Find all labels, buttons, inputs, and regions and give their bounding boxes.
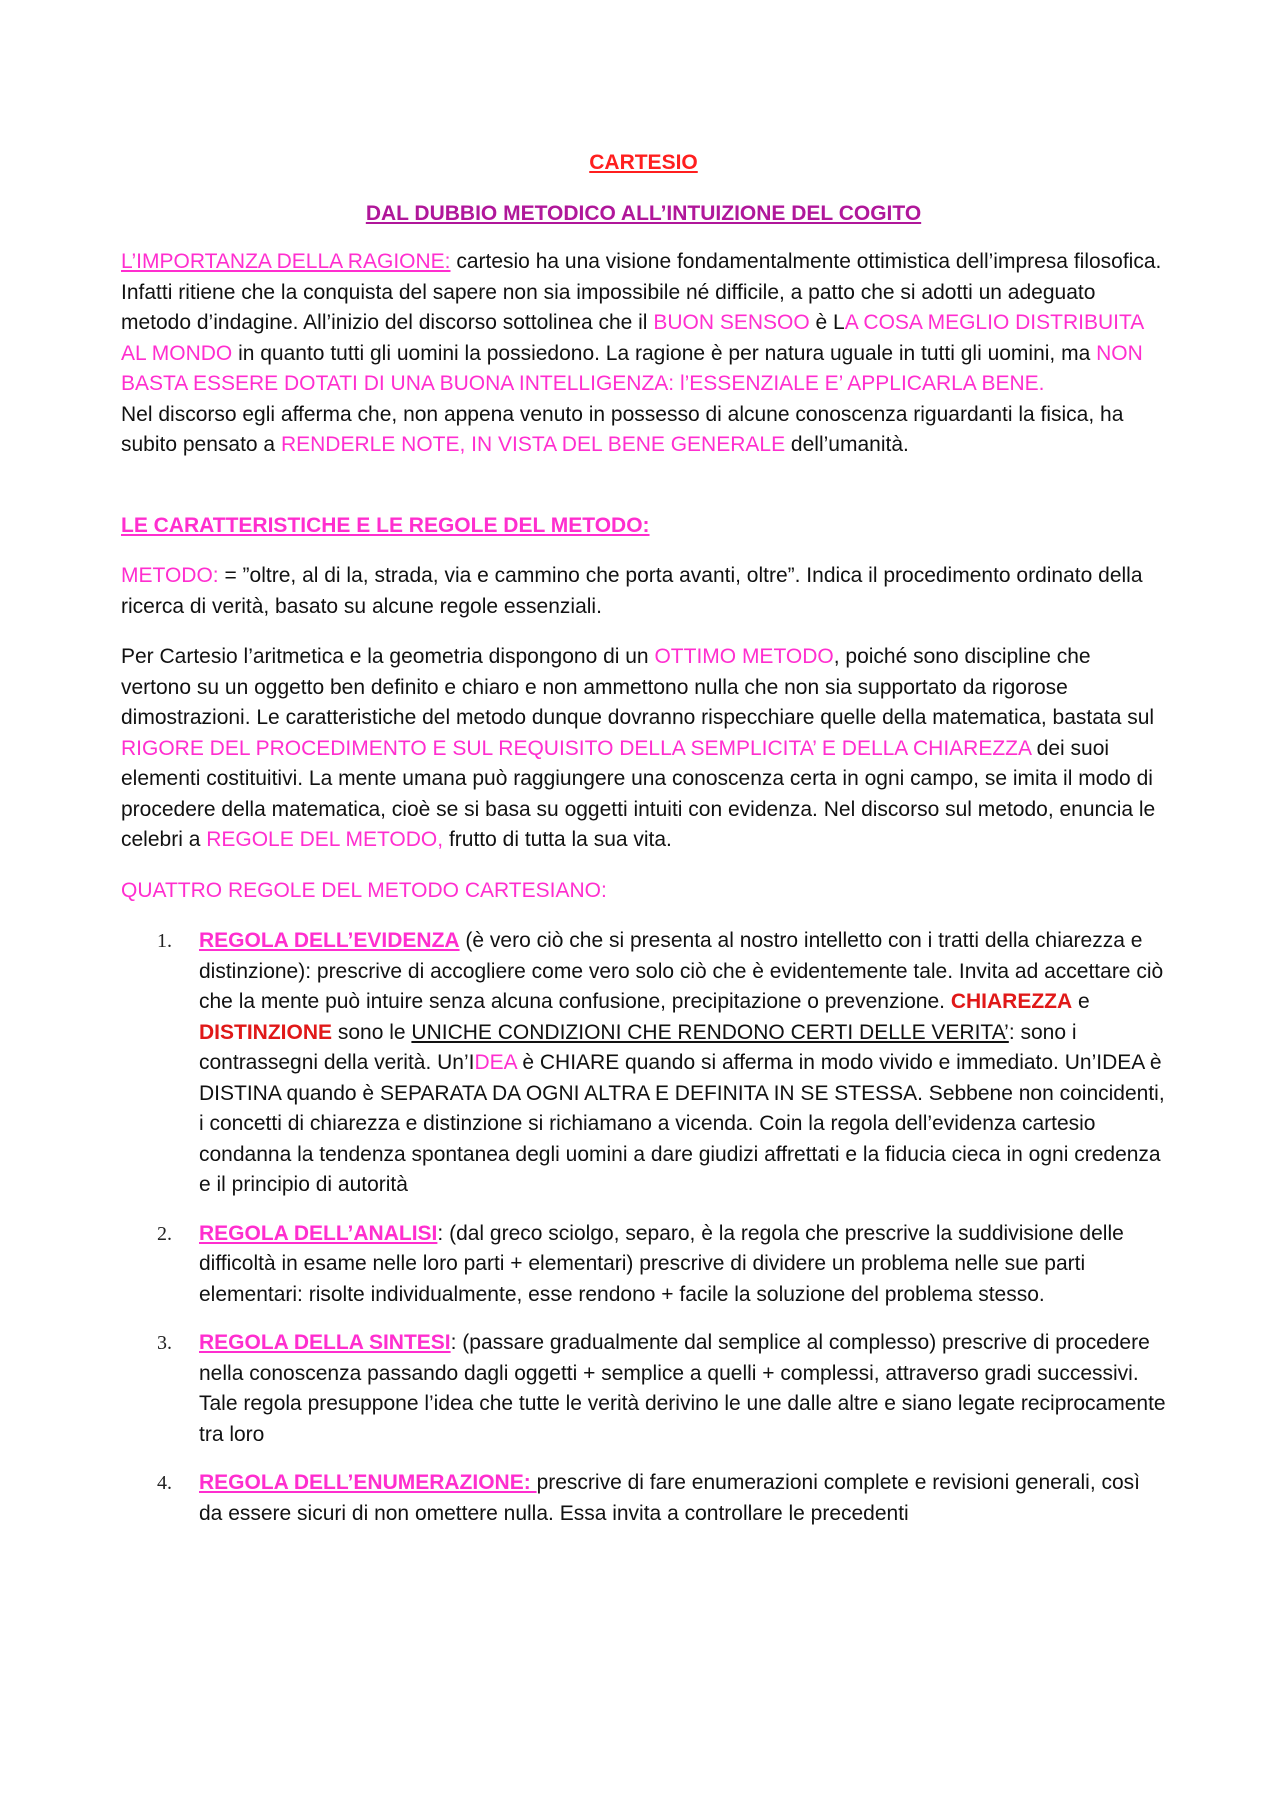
intro-text-2: è L: [809, 311, 845, 334]
rule-text-1: (è vero ciò che si presenta al nostro intelletto con i tratti della chiarezza e distinzione): prescrive di accogliere come vero solo ciò che è evidentemente tale. Invita ad accettare ciò che la mente può intuire senza alcuna confusione, precipitazione o prevenzione.: [199, 929, 1164, 1013]
rule-item: [121, 1328, 1166, 1450]
intro-heading: L’IMPORTANZA DELLA RAGIONE:: [121, 250, 451, 273]
intro-highlight-2: A COSA MEGLIO DISTRIBUITA AL MONDO: [121, 311, 1144, 365]
intro-highlight-3: NON BASTA ESSERE DOTATI DI UNA BUONA INTELLIGENZA: l’ESSENZIALE E’ APPLICARLA BENE.: [121, 341, 1143, 395]
method-text-2: , poiché sono discipline che vertono su un oggetto ben definito e chiaro e non ammettono nulla che non sia supportato da rigorose dimostrazioni. Le caratteristiche del metodo dunque dovranno rispecchiare quelle della matematica, bastata sul: [121, 645, 1155, 729]
section-heading: [121, 511, 1166, 542]
method-text-1: Per Cartesio l’aritmetica e la geometria dispongono di un: [121, 645, 655, 668]
rule-title: REGOLA DELL’ANALISI: [199, 1221, 438, 1245]
document-subtitle: DAL DUBBIO METODICO ALL’INTUIZIONE DEL COGITO: [365, 201, 922, 225]
method-highlight-3: REGOLE DEL METODO,: [206, 828, 444, 851]
rules-list: [121, 926, 1166, 1529]
method-text-3: dei suoi elementi costituitivi. La mente umana può raggiungere una conoscenza certa in ogni campo, se imita il modo di procedere della matematica, cioè se si basa su oggetti intuiti con evidenza. Nel discorso sul metodo, enuncia le celebri a: [121, 736, 1156, 851]
rule-text-1: : (dal greco sciolgo, separo, è la regola che prescrive la suddivisione delle difficoltà in esame nelle loro parti + elementari) prescrive di dividere un problema nelle sue parti elementari: risolte individualmente, esse rendono + facile la soluzione del problema stesso.: [199, 1221, 1124, 1306]
intro-text-5: dell’umanità.: [785, 433, 909, 456]
rules-heading: [121, 876, 1166, 907]
method-text-4: frutto di tutta la sua vita.: [443, 828, 672, 851]
rules-heading-text: QUATTRO REGOLE DEL METODO CARTESIANO:: [121, 878, 607, 902]
intro-text-4: Nel discorso egli afferma che, non appena venuto in possesso di alcune conoscenza riguardanti la fisica, ha subito pensato a: [121, 402, 1124, 456]
rule-highlight: DEA: [474, 1051, 517, 1074]
section-heading-text: LE CARATTERISTICHE E LE REGOLE DEL METODO:: [121, 513, 650, 537]
rule-title: REGOLA DELL’ENUMERAZIONE:: [199, 1471, 537, 1494]
rule-red-1: CHIAREZZA: [950, 990, 1073, 1013]
intro-text-3: in quanto tutti gli uomini la possiedono. La ragione è per natura uguale in tutti gli uomini, ma: [232, 341, 1097, 365]
rule-text-5: è CHIARE quando si afferma in modo vivido e immediato. Un’IDEA è DISTINA quando è SEPARATA DA OGNI ALTRA E DEFINITA IN SE STESSA. Sebbene non coincidenti, i concetti di chiarezza e distinzione si richiamano a vicenda. Coin la regola dell’evidenza cartesio condanna la tendenza spontanea degli uomini a dare giudizi affrettati e la fiducia cieca in ogni credenza e il principio di autorità: [199, 1051, 1165, 1196]
rule-number: 2.: [157, 1222, 172, 1245]
rule-item: [121, 1468, 1166, 1529]
intro-text-1: cartesio ha una visione fondamentalmente ottimistica dell’impresa filosofica. Infatti ritiene che la conquista del sapere non sia impossibile né difficile, a patto che si adotti un adeguato metodo d’indagine. All’inizio del discorso sottolinea che il: [121, 250, 1162, 334]
metodo-label: METODO:: [121, 564, 219, 587]
method-highlight-2: RIGORE DEL PROCEDIMENTO E SUL REQUISITO DELLA SEMPLICITA’ E DELLA CHIAREZZA: [121, 736, 1031, 760]
intro-highlight-4: RENDERLE NOTE, IN VISTA DEL BENE GENERALE: [280, 433, 786, 456]
rule-number: 4.: [157, 1472, 172, 1494]
metodo-paragraph: [121, 561, 1166, 622]
document-page: [121, 148, 1166, 1547]
spacer: [121, 481, 1166, 511]
document-title: CARTESIO: [589, 151, 698, 174]
rule-item: [121, 926, 1166, 1201]
rule-text-3: sono le: [332, 1020, 412, 1044]
rule-text-2: e: [1072, 990, 1090, 1013]
metodo-text: = ”oltre, al di la, strada, via e cammino che porta avanti, oltre”. Indica il procedimento ordinato della ricerca di verità, basato su alcune regole essenziali.: [121, 564, 1143, 618]
rule-text-1: : (passare gradualmente dal semplice al complesso) prescrive di procedere nella conoscenza passando dagli oggetti + semplice a quelli + complessi, attraverso gradi successivi. Tale regola presuppone l’idea che tutte le verità derivino le une dalle altre e siano legate reciprocamente tra loro: [199, 1331, 1166, 1446]
rule-underlined: UNICHE CONDIZIONI CHE RENDONO CERTI DELLE VERITA’: [411, 1020, 1009, 1044]
method-highlight-1: OTTIMO METODO: [654, 645, 834, 668]
rule-item: [121, 1219, 1166, 1311]
rule-text-4: : sono i contrassegni della verità. Un’I: [199, 1020, 1077, 1074]
intro-highlight-1: BUON SENSOO: [653, 311, 810, 334]
rule-text-1: prescrive di fare enumerazioni complete e revisioni generali, così da essere sicuri di non omettere nulla. Essa invita a controllare le precedenti: [199, 1471, 1141, 1525]
method-paragraph: [121, 642, 1166, 856]
rule-red-2: DISTINZIONE: [199, 1020, 333, 1044]
intro-paragraph: [121, 247, 1166, 461]
rule-title: REGOLA DELL’EVIDENZA: [199, 929, 460, 952]
rule-number: 1.: [157, 930, 172, 952]
rule-title: REGOLA DELLA SINTESI: [199, 1331, 451, 1354]
rule-number: 3.: [157, 1332, 172, 1354]
